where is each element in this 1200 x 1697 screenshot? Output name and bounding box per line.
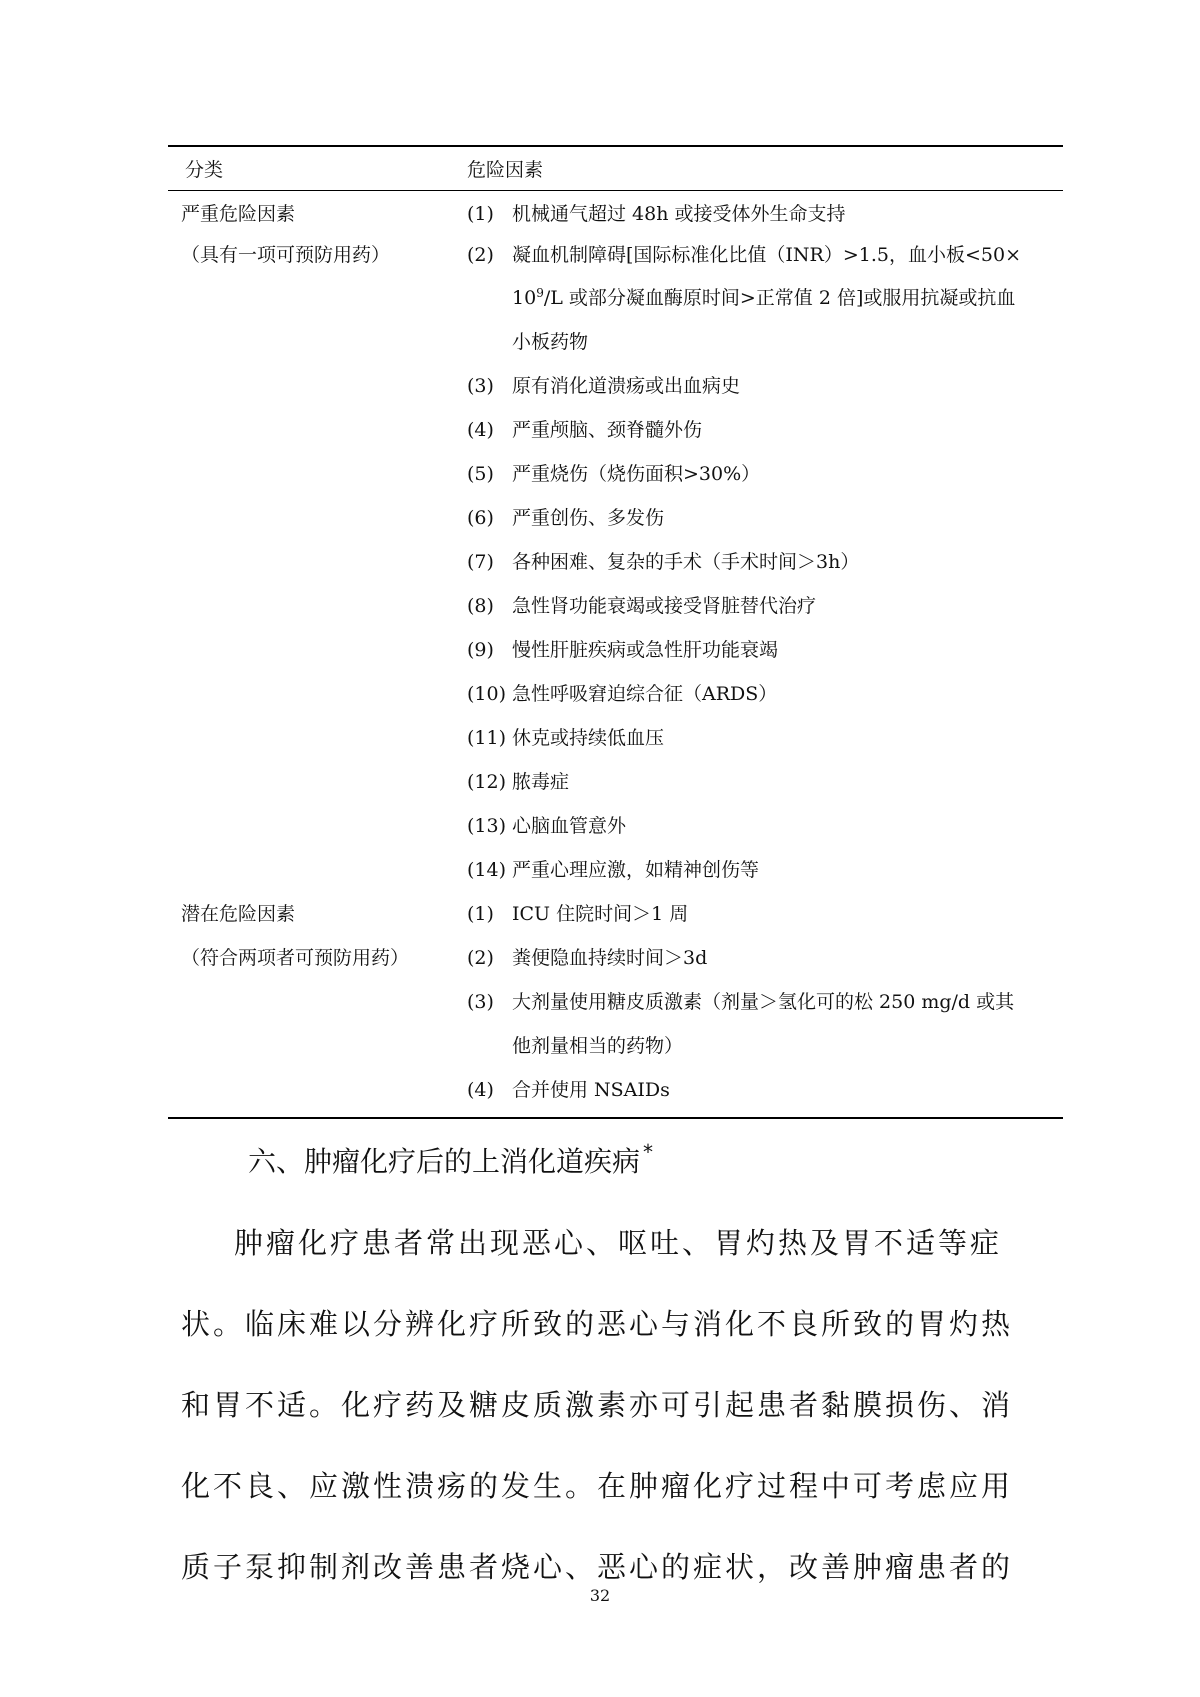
paragraph-line: 和胃不适。化疗药及糖皮质激素亦可引起患者黏膜损伤、消 xyxy=(181,1388,1014,1422)
category-potential: 潜在危险因素 xyxy=(181,903,296,925)
category-potential-note: （符合两项者可预防用药） xyxy=(181,947,410,969)
item-text: 大剂量使用糖皮质激素（剂量＞氢化可的松 250 mg/d 或其 xyxy=(512,991,1015,1013)
item-text: 脓毒症 xyxy=(512,771,570,793)
item-text: 原有消化道溃疡或出血病史 xyxy=(512,375,741,397)
item-number: (4) xyxy=(467,419,494,441)
table-header-rule xyxy=(168,190,1063,191)
paragraph-line: 肿瘤化疗患者常出现恶心、呕吐、胃灼热及胃不适等症 xyxy=(234,1226,1003,1260)
item-text: 严重颅脑、颈脊髓外伤 xyxy=(512,419,703,441)
item-text: ICU 住院时间＞1 周 xyxy=(512,903,689,925)
item-number: (1) xyxy=(467,903,494,925)
item-number: (8) xyxy=(467,595,494,617)
item-text: 机械通气超过 48h 或接受体外生命支持 xyxy=(512,203,846,225)
footnote-marker: * xyxy=(643,1140,654,1164)
item-number: (9) xyxy=(467,639,494,661)
item-number: (5) xyxy=(467,463,494,485)
item-number: (3) xyxy=(467,991,494,1013)
item-text: 粪便隐血持续时间＞3d xyxy=(512,947,708,969)
item-text: 严重创伤、多发伤 xyxy=(512,507,665,529)
item-number: (2) xyxy=(467,947,494,969)
section-heading: 六、肿瘤化疗后的上消化道疾病 * xyxy=(248,1140,654,1178)
item-text-continued: 他剂量相当的药物） xyxy=(512,1035,684,1057)
item-text: 各种困难、复杂的手术（手术时间＞3h） xyxy=(512,551,860,573)
item-text: 严重烧伤（烧伤面积>30%） xyxy=(512,463,761,485)
category-severe-note: （具有一项可预防用药） xyxy=(181,244,391,266)
item-number: (12) xyxy=(467,771,507,793)
page-number: 32 xyxy=(589,1586,611,1605)
table-top-rule xyxy=(168,145,1063,147)
item-text: 严重心理应激，如精神创伤等 xyxy=(512,859,760,881)
item-text: 合并使用 NSAIDs xyxy=(512,1079,670,1101)
item-text: 休克或持续低血压 xyxy=(512,727,665,749)
item-text: 急性肾功能衰竭或接受肾脏替代治疗 xyxy=(512,595,817,617)
item-number: (6) xyxy=(467,507,494,529)
item-text: 心脑血管意外 xyxy=(512,815,627,837)
item-text: 慢性肝脏疾病或急性肝功能衰竭 xyxy=(512,639,779,661)
item-text: 急性呼吸窘迫综合征（ARDS） xyxy=(512,683,778,705)
item-number: (4) xyxy=(467,1079,494,1101)
paragraph-line: 状。临床难以分辨化疗所致的恶心与消化不良所致的胃灼热 xyxy=(181,1307,1014,1341)
category-severe: 严重危险因素 xyxy=(181,203,296,225)
item-number: (3) xyxy=(467,375,494,397)
item-number: (7) xyxy=(467,551,494,573)
item-number: (2) xyxy=(467,244,494,266)
item-text-continued: 小板药物 xyxy=(512,331,589,353)
item-text-continued: $10^9/L$ 或部分凝血酶原时间>正常值 2 倍]或服用抗凝或抗血 xyxy=(512,286,1016,309)
paragraph-line: 化不良、应激性溃疡的发生。在肿瘤化疗过程中可考虑应用 xyxy=(181,1469,1014,1503)
item-number: (11) xyxy=(467,727,507,749)
item-number: (1) xyxy=(467,203,494,225)
item-number: (10) xyxy=(467,683,507,705)
header-risk-factor: 危险因素 xyxy=(467,159,544,181)
paragraph-line: 质子泵抑制剂改善患者烧心、恶心的症状，改善肿瘤患者的 xyxy=(181,1550,1014,1584)
header-category: 分类 xyxy=(185,159,224,181)
item-number: (13) xyxy=(467,815,507,837)
item-text: 凝血机制障碍[国际标准化比值（INR）>1.5，血小板<50× xyxy=(512,244,1022,266)
item-number: (14) xyxy=(467,859,507,881)
exponent: 9 xyxy=(536,286,544,300)
table-bottom-rule xyxy=(168,1117,1063,1119)
